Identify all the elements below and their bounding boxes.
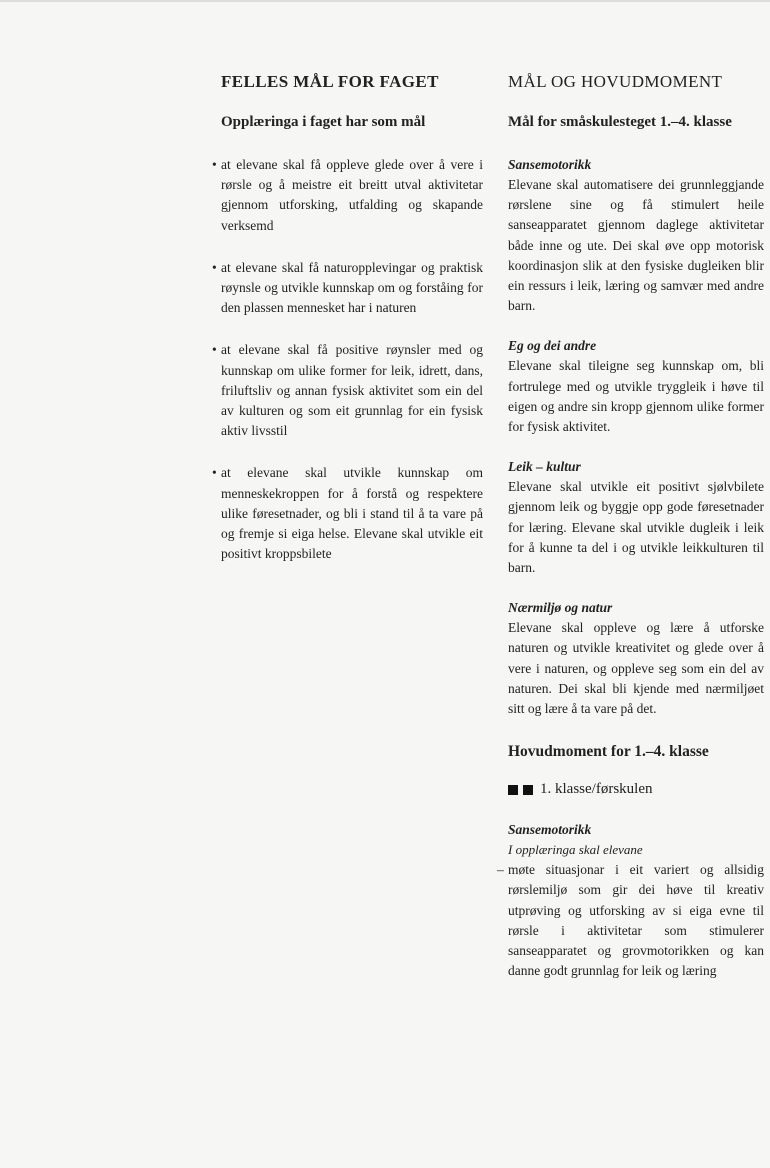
bullet-icon: • [212,465,217,481]
block-text: Elevane skal tileigne seg kunnskap om, bli fortrulege med og utvikle tryggleik i høve til eigen og andre sin kropp gjennom ulike former for fysisk aktivitet. [508,358,764,435]
dash-icon: – [497,862,504,878]
square-markers-icon [508,785,533,795]
bullet-icon: • [212,157,217,172]
left-column [212,72,483,586]
block-title: Sansemotorikk [508,822,592,838]
block-title: Leik – kultur [508,459,581,475]
bullet-icon: • [212,342,217,358]
goal-text: at elevane skal få positive røynsler med og kunnskap om ulike former for leik, idrett, dans, friluftsliv og annan fysisk aktivitet som ein del av kulturen og som eit grunnlag for ein fysisk aktiv livsstil [221,342,483,439]
grade-heading [508,781,764,798]
goal-text: at elevane skal utvikle kunnskap om menneskekroppen for å forstå og respektere ulike føresetnader, og bli i stand til å ta vare på og fremje si eiga helse. Elevane skal utvikle eit positivt kroppsbilete [221,465,483,562]
main-topics-heading: Hovudmoment for 1.–4. klasse [508,743,709,761]
goal-item [212,258,483,319]
block-text: Elevane skal automatisere dei grunnleggjande rørslene sine og få stimulert heile sanseapparatet gjennom daglege aktivitetar både inne og ute. Dei skal øve opp motorisk koordinasjon slik at den fysiske dugleiken blir ein ressurs i leik, læring og samvær med andre barn. [508,177,764,314]
block-intro: I opplæringa skal elevane [508,842,643,858]
goal-item [212,340,483,441]
block-title: Sansemotorikk [508,157,592,172]
goal-text: at elevane skal få naturopplevingar og praktisk røynsle og utvikle kunnskap om og forståing for den plassen mennesket har i naturen [221,259,483,316]
goal-list [212,155,483,564]
top-edge-rule [0,0,770,2]
grade-topic-block [497,820,764,981]
block-title: Nærmiljø og natur [508,600,613,616]
goal-block-nature [508,598,764,719]
common-goals-heading: FELLES MÅL FOR FAGET [221,72,439,91]
goal-block-sensorimotor [508,155,764,316]
stage-goals-subheading: Mål for småskulesteget 1.–4. klasse [508,114,732,130]
grade-heading-label: 1. klasse/førskulen [540,781,653,798]
goal-block-self-and-others [508,336,764,437]
dash-item-text: møte situasjonar i eit variert og allsidig rørslemiljø som gir dei høve til kreativ utprøving og utforsking av si eiga evne til rørsle i aktivitetar som stimulerer sanseapparatet og grovmotorikken og kan danne godt grunnlag for leik og læring [508,862,764,979]
goal-item [212,463,483,564]
dash-list-item [497,860,764,981]
goal-text: at elevane skal få oppleve glede over å vere i rørsle og å meistre eit breitt utval aktivitetar gjennom utforsking, utfalding og skapande verksemd [221,157,483,233]
common-goals-subheading: Opplæringa i faget har som mål [221,114,426,130]
block-text: Elevane skal utvikle eit positivt sjølvbilete gjennom leik og byggje opp gode føresetnader for læring. Elevane skal utvikle dugleik i leik for å kunne ta del i og utvikle leikkulturen til barn. [508,479,764,576]
goal-block-play-culture [508,457,764,578]
block-title: Eg og dei andre [508,338,597,354]
block-text: Elevane skal oppleve og lære å utforske naturen og utvikle kreativitet og glede over å vere i naturen, og oppleve seg som ein del av naturen. Dei skal bli kjende med nærmiljøet sitt og lære å ta vare på det. [508,620,764,717]
goals-and-topics-heading: MÅL OG HOVUDMOMENT [508,72,723,91]
right-column [497,72,764,1001]
bullet-icon: • [212,259,217,275]
goal-item [212,155,483,236]
